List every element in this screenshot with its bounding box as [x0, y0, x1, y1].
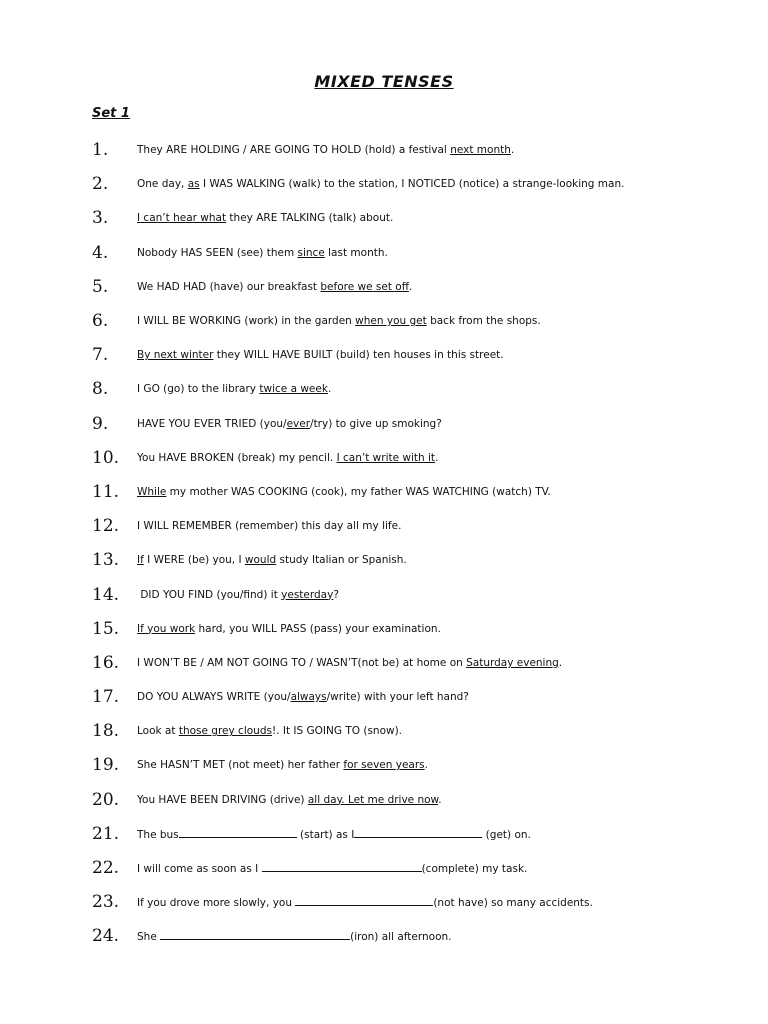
set-label: Set 1 — [92, 106, 130, 121]
sentence-text: They ARE HOLDING / ARE GOING TO HOLD (hold) a festival — [137, 144, 451, 157]
underlined-keyword: next month — [450, 144, 511, 157]
underlined-keyword: always — [290, 691, 327, 704]
sentence-text: /try) to give up smoking? — [310, 417, 442, 430]
underlined-keyword: twice a week — [259, 383, 328, 396]
sentence-text: my mother WAS COOKING (cook), my father WAS WATCHING (watch) TV. — [166, 485, 551, 498]
sentence-text: (not have) so many accidents. — [433, 897, 593, 910]
underlined-keyword: While — [137, 485, 167, 498]
sentence-text: . — [438, 793, 442, 806]
exercise-number: 11. — [92, 481, 120, 502]
exercise-number: 13. — [92, 550, 120, 571]
sentence-text: Look at — [137, 725, 179, 738]
exercise-number: 20. — [92, 789, 120, 810]
exercise-number: 3. — [92, 208, 109, 229]
exercise-number: 19. — [92, 755, 120, 776]
sentence-text: (iron) all afternoon. — [350, 931, 452, 944]
sentence-text: study Italian or Spanish. — [276, 554, 407, 567]
exercise-item — [0, 372, 768, 406]
exercise-sentence — [137, 588, 339, 602]
exercise-item — [0, 133, 768, 167]
sentence-text: We HAD HAD (have) our breakfast — [137, 280, 321, 293]
exercise-item — [0, 680, 768, 714]
underlined-keyword: before we set off — [320, 280, 409, 293]
sentence-text: . — [435, 451, 439, 464]
sentence-text: !. It IS GOING TO (snow). — [271, 725, 403, 738]
underlined-keyword: those grey clouds — [178, 725, 272, 738]
sentence-text: I WAS WALKING (walk) to the station, I NOTICED (notice) a strange-looking man. — [199, 178, 625, 191]
exercise-item — [0, 543, 768, 577]
underlined-keyword: as — [187, 178, 200, 191]
exercise-sentence — [137, 793, 442, 807]
sentence-text: HAVE YOU EVER TRIED (you/ — [137, 417, 287, 430]
exercise-sentence — [137, 519, 401, 533]
exercise-sentence — [137, 451, 438, 465]
sentence-text: I WON’T BE / AM NOT GOING TO / WASN’T(not be) at home on — [137, 656, 467, 669]
exercise-item — [0, 783, 768, 817]
answer-blank — [179, 826, 297, 838]
sentence-text: I WERE (be) you, I — [143, 554, 245, 567]
sentence-text: I GO (go) to the library — [137, 383, 260, 396]
exercise-item — [0, 304, 768, 338]
exercise-number: 14. — [92, 584, 120, 605]
exercise-sentence — [137, 622, 441, 636]
exercise-number: 23. — [92, 892, 120, 913]
answer-blank — [262, 860, 422, 872]
sentence-text: If you drove more slowly, you — [137, 897, 296, 910]
sentence-text: (get) on. — [482, 828, 531, 841]
underlined-keyword: all day. Let me drive now — [307, 793, 439, 806]
exercise-sentence — [137, 690, 469, 704]
exercise-sentence — [137, 314, 541, 328]
sentence-text: /write) with your left hand? — [326, 691, 469, 704]
exercise-number: 18. — [92, 721, 120, 742]
exercise-item — [0, 509, 768, 543]
underlined-keyword: ever — [286, 417, 311, 430]
answer-blank — [295, 894, 433, 906]
exercise-number: 21. — [92, 823, 120, 844]
exercise-number: 5. — [92, 276, 109, 297]
exercise-sentence — [137, 211, 393, 225]
exercise-number: 9. — [92, 413, 109, 434]
exercise-item — [0, 407, 768, 441]
sentence-text: . — [510, 144, 515, 157]
exercise-sentence — [137, 246, 388, 260]
exercise-item — [0, 646, 768, 680]
exercise-sentence — [137, 656, 562, 670]
exercise-item — [0, 714, 768, 748]
exercise-number: 1. — [92, 140, 109, 161]
sentence-text: I WILL REMEMBER (remember) this day all my life. — [137, 520, 402, 533]
sentence-text: DO YOU ALWAYS WRITE (you/ — [137, 691, 291, 704]
underlined-keyword: If — [137, 554, 144, 567]
exercise-item — [0, 919, 768, 953]
exercise-sentence — [137, 758, 428, 772]
sentence-text: (complete) my task. — [421, 863, 528, 876]
exercise-item — [0, 851, 768, 885]
underlined-keyword: since — [297, 246, 325, 259]
answer-blank — [354, 826, 482, 838]
sentence-text: (start) as I — [296, 828, 355, 841]
sentence-text: hard, you WILL PASS (pass) your examination. — [195, 622, 441, 635]
sentence-text: . — [408, 280, 413, 293]
sentence-text: . — [558, 656, 563, 669]
sentence-text: they WILL HAVE BUILT (build) ten houses in this street. — [213, 349, 504, 362]
exercise-number: 22. — [92, 858, 120, 879]
exercise-number: 16. — [92, 652, 120, 673]
exercise-number: 17. — [92, 687, 120, 708]
exercise-sentence — [137, 143, 514, 157]
exercise-sentence — [137, 382, 331, 396]
exercise-sentence — [137, 177, 624, 191]
exercise-sentence — [137, 928, 452, 944]
sentence-text: Nobody HAS SEEN (see) them — [137, 246, 298, 259]
underlined-keyword: I can’t hear what — [137, 212, 227, 225]
exercise-item — [0, 475, 768, 509]
underlined-keyword: yesterday — [281, 588, 334, 601]
exercise-sentence — [137, 894, 593, 910]
exercise-item — [0, 748, 768, 782]
sentence-text: back from the shops. — [426, 315, 541, 328]
sentence-text: The bus — [137, 828, 179, 841]
exercise-number: 12. — [92, 516, 120, 537]
underlined-keyword: If you work — [137, 622, 196, 635]
exercise-item — [0, 201, 768, 235]
exercise-number: 15. — [92, 618, 120, 639]
answer-blank — [160, 928, 350, 940]
exercise-item — [0, 817, 768, 851]
exercise-sentence — [137, 826, 531, 842]
sentence-text: She — [137, 931, 161, 944]
exercise-number: 7. — [92, 345, 109, 366]
exercise-sentence — [137, 860, 527, 876]
underlined-keyword: Saturday evening — [466, 656, 559, 669]
exercise-item — [0, 612, 768, 646]
underlined-keyword: for seven years — [343, 759, 425, 772]
underlined-keyword: when you get — [355, 315, 427, 328]
underlined-keyword: I can’t write with it — [336, 451, 436, 464]
exercise-number: 2. — [92, 174, 109, 195]
exercise-item — [0, 338, 768, 372]
exercise-number: 6. — [92, 311, 109, 332]
sentence-text: DID YOU FIND (you/find) it — [137, 588, 282, 601]
exercise-sentence — [137, 485, 551, 499]
exercise-item — [0, 441, 768, 475]
exercise-number: 4. — [92, 242, 109, 263]
exercise-item — [0, 167, 768, 201]
exercise-number: 24. — [92, 926, 120, 947]
exercise-sentence — [137, 553, 407, 567]
page-title: MIXED TENSES — [314, 72, 454, 91]
sentence-text: You HAVE BROKEN (break) my pencil. — [137, 451, 337, 464]
exercise-number: 10. — [92, 447, 120, 468]
underlined-keyword: By next winter — [137, 349, 214, 362]
exercise-item — [0, 236, 768, 270]
underlined-keyword: would — [244, 554, 277, 567]
exercise-sentence — [137, 280, 412, 294]
exercise-item — [0, 577, 768, 611]
exercise-item — [0, 885, 768, 919]
sentence-text: they ARE TALKING (talk) about. — [226, 212, 394, 225]
exercise-item — [0, 270, 768, 304]
sentence-text: . — [327, 383, 332, 396]
exercise-sentence — [137, 724, 402, 738]
sentence-text: One day, — [137, 178, 188, 191]
sentence-text: . — [424, 759, 428, 772]
sentence-text: I will come as soon as I — [137, 863, 262, 876]
sentence-text: I WILL BE WORKING (work) in the garden — [137, 315, 356, 328]
exercise-sentence — [137, 348, 504, 362]
sentence-text: last month. — [324, 246, 388, 259]
sentence-text: You HAVE BEEN DRIVING (drive) — [137, 793, 308, 806]
sentence-text: She HASN’T MET (not meet) her father — [137, 759, 344, 772]
exercise-sentence — [137, 417, 442, 431]
exercise-list — [0, 133, 768, 954]
sentence-text: ? — [333, 588, 339, 601]
exercise-number: 8. — [92, 379, 109, 400]
